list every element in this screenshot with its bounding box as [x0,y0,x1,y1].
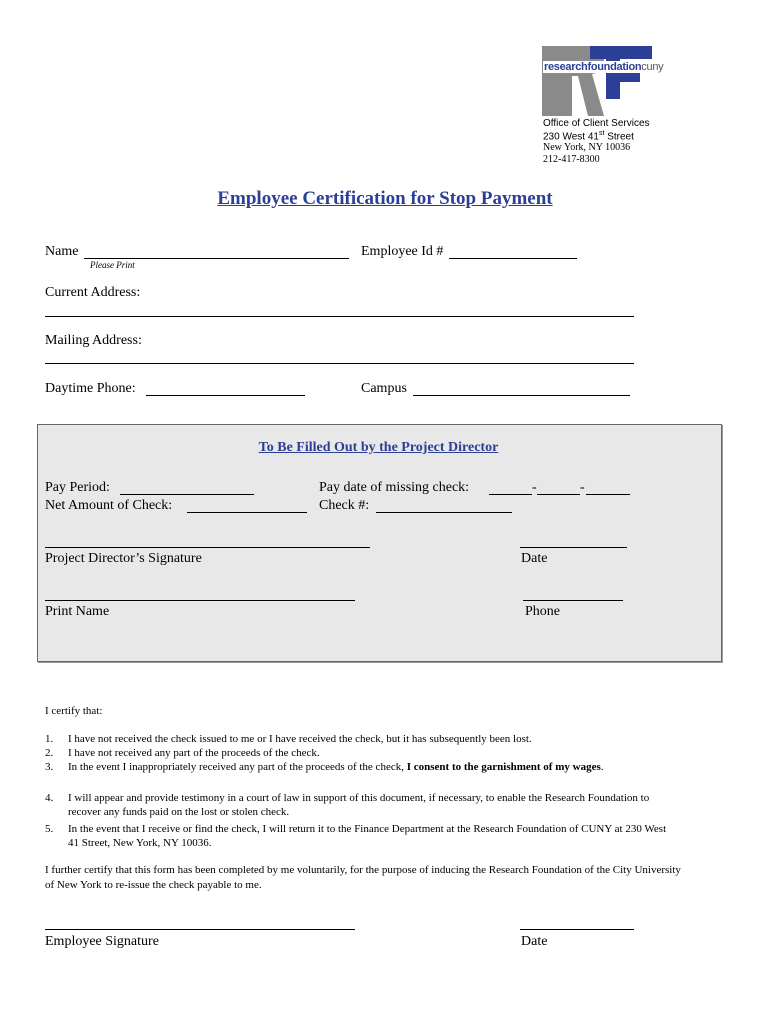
certify-item-text: I have not received any part of the proceeds of the check. [68,747,320,759]
office-street [543,130,634,142]
street-name: Street [604,131,634,143]
director-date-label: Date [521,551,548,566]
certify-item-number: 1. [45,733,54,745]
pay-date-day-field[interactable] [537,494,580,495]
office-name: Office of Client Services [543,118,650,129]
director-phone-field[interactable] [523,600,623,601]
page-title-text: Employee Certification for Stop Payment [217,188,553,209]
employee-date-label: Date [521,934,548,949]
check-number-label: Check #: [319,498,370,513]
pay-date-separator-2: - [580,480,585,495]
director-date-field[interactable] [520,547,627,548]
net-amount-field[interactable] [187,512,307,513]
certify-item-text [68,760,668,774]
logo-wordmark-main: researchfoundation [544,61,642,73]
campus-label: Campus [361,381,407,396]
employee-signature-label: Employee Signature [45,934,159,949]
pay-period-field[interactable] [120,494,254,495]
certify-item-text: I will appear and provide testimony in a court of law in support of this document, if necessary, to enable the Research Foundation to recover any funds paid on the lost or stolen check. [68,792,650,818]
pay-period-label: Pay Period: [45,480,110,495]
daytime-phone-field[interactable] [146,395,305,396]
office-phone: 212-417-8300 [543,154,600,165]
pay-date-separator-1: - [532,480,537,495]
page-title [0,188,770,210]
director-signature-field[interactable] [45,547,370,548]
further-certification: I further certify that this form has been completed by me voluntarily, for the purpose of inducing the Research Foundation of the City University of New York to re-issue the check payable to me. [45,864,681,891]
certify-item-number: 2. [45,747,54,759]
employee-date-field[interactable] [520,929,634,930]
pay-date-month-field[interactable] [489,494,532,495]
current-address-field[interactable] [45,316,634,317]
print-name-field[interactable] [45,600,355,601]
certify-intro: I certify that: [45,705,103,717]
logo-wordmark-cuny: cuny [641,61,664,73]
check-number-field[interactable] [376,512,512,513]
certify-item-number: 5. [45,823,54,835]
research-foundation-logo [542,46,652,116]
employee-id-label: Employee Id # [361,244,444,259]
campus-field[interactable] [413,395,630,396]
name-label: Name [45,244,79,259]
logo-wordmark [543,61,664,73]
employee-id-field[interactable] [449,258,577,259]
mailing-address-label: Mailing Address: [45,333,142,348]
certify-item-number: 4. [45,792,54,804]
certify-item-3-plain: In the event I inappropriately received any part of the proceeds of the check, [68,761,407,773]
pay-date-label: Pay date of missing check: [319,480,470,495]
director-signature-label: Project Director’s Signature [45,551,202,566]
daytime-phone-label: Daytime Phone: [45,381,136,396]
employee-signature-field[interactable] [45,929,355,930]
certify-item-3-bold: I consent to the garnishment of my wages [406,761,601,773]
project-director-section [37,424,722,662]
certify-item-text: I have not received the check issued to me or I have received the check, but it has subsequently been lost. [68,733,532,745]
street-number: 230 West 41 [543,131,599,143]
project-director-heading [37,440,720,456]
certify-item-3-end: . [600,761,604,773]
please-print-hint: Please Print [90,260,135,270]
mailing-address-field[interactable] [45,363,634,364]
project-director-heading-text: To Be Filled Out by the Project Director [258,440,499,455]
print-name-label: Print Name [45,604,110,619]
certify-item-number: 3. [45,761,54,773]
certify-item-text: In the event that I receive or find the check, I will return it to the Finance Department at the Research Foundation of CUNY at 230 West 41 Street, New York, NY 10036. [68,823,667,849]
pay-date-year-field[interactable] [586,494,630,495]
office-city: New York, NY 10036 [543,142,631,153]
street-suffix-sup: st [598,130,605,137]
director-phone-label: Phone [525,604,560,619]
name-field[interactable] [84,258,349,259]
net-amount-label: Net Amount of Check: [45,498,173,513]
current-address-label: Current Address: [45,285,141,300]
